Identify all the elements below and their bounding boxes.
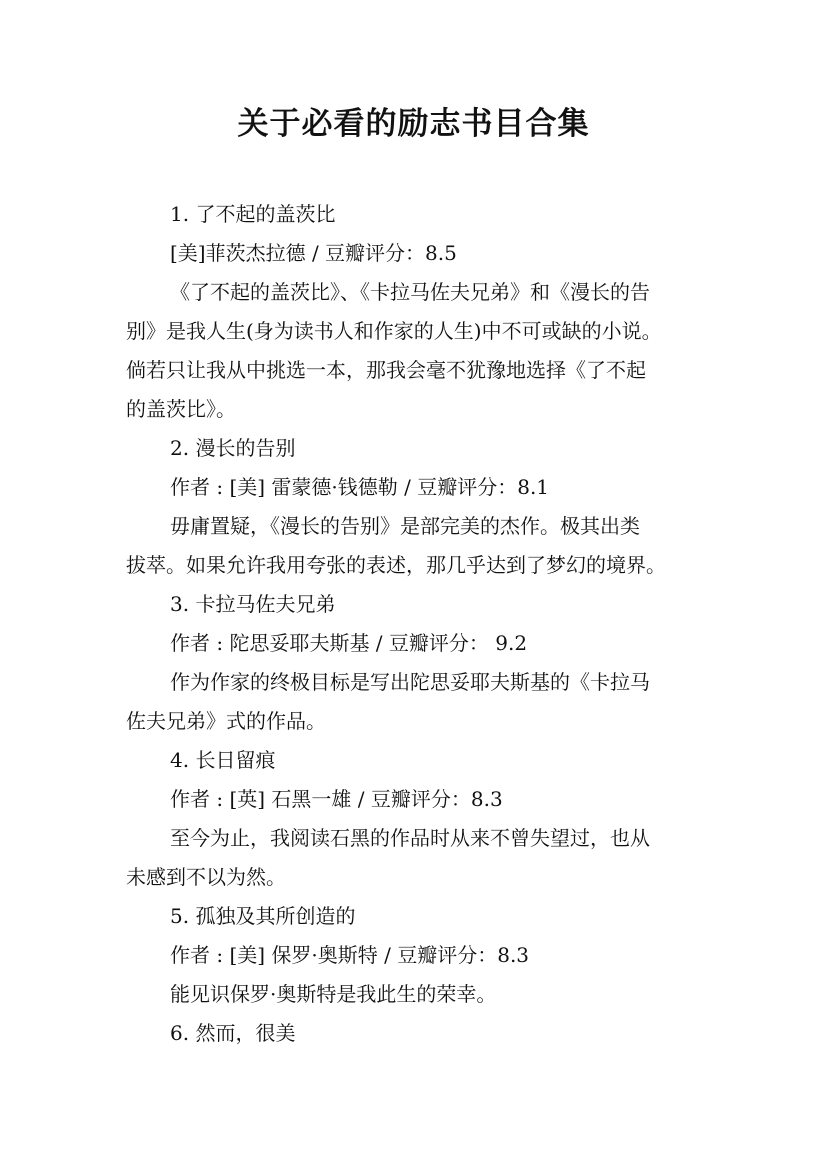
- review-line-4b: 未感到不以为然。: [126, 865, 286, 889]
- review-line-2a: 毋庸置疑，《漫长的告别》是部完美的杰作。极其出类: [170, 514, 640, 538]
- book-heading-4: 4. 长日留痕: [170, 748, 276, 772]
- document-body: [126, 195, 702, 1053]
- book-heading-2: 2. 漫长的告别: [170, 436, 296, 460]
- book-heading-1: 1. 了不起的盖茨比: [170, 202, 336, 226]
- book-meta-1: [美]菲茨杰拉德 / 豆瓣评分：8.5: [170, 241, 457, 265]
- review-line-1b: 别》是我人生(身为读书人和作家的人生)中不可或缺的小说。: [126, 319, 662, 343]
- book-heading-5: 5. 孤独及其所创造的: [170, 904, 356, 928]
- review-line-4a: 至今为止，我阅读石黑的作品时从来不曾失望过，也从: [170, 826, 650, 850]
- book-meta-2: 作者 : [美] 雷蒙德·钱德勒 / 豆瓣评分：8.1: [170, 475, 550, 499]
- document-title: 关于必看的励志书目合集: [237, 106, 590, 142]
- review-line-1d: 的盖茨比》。: [126, 397, 236, 421]
- review-line-2b: 拔萃。如果允许我用夸张的表述，那几乎达到了梦幻的境界。: [126, 553, 666, 577]
- review-line-1c: 倘若只让我从中挑选一本，那我会毫不犹豫地选择《了不起: [126, 358, 646, 382]
- book-meta-3: 作者 : 陀思妥耶夫斯基 / 豆瓣评分： 9.2: [170, 631, 528, 655]
- book-meta-5: 作者 : [美] 保罗·奥斯特 / 豆瓣评分：8.3: [170, 943, 530, 967]
- book-heading-3: 3. 卡拉马佐夫兄弟: [170, 592, 336, 616]
- review-line-3a: 作为作家的终极目标是写出陀思妥耶夫斯基的《卡拉马: [170, 670, 650, 694]
- review-line-5a: 能见识保罗·奥斯特是我此生的荣幸。: [170, 982, 497, 1006]
- review-line-3b: 佐夫兄弟》式的作品。: [126, 709, 326, 733]
- book-heading-6: 6. 然而，很美: [170, 1021, 296, 1045]
- review-line-1a: 《了不起的盖茨比》、《卡拉马佐夫兄弟》和《漫长的告: [170, 280, 650, 304]
- book-meta-4: 作者 : [英] 石黑一雄 / 豆瓣评分：8.3: [170, 787, 503, 811]
